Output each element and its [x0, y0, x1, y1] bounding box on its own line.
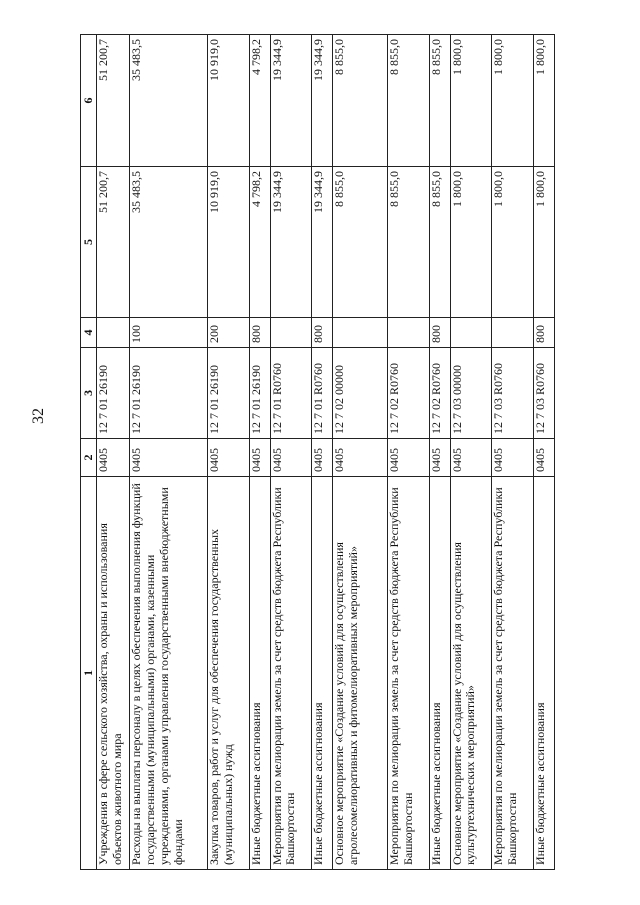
section-code-cell: 0405 [130, 439, 208, 477]
table-row [333, 35, 388, 870]
amount-cell: 4 798,2 [249, 35, 270, 167]
table-row [270, 35, 312, 870]
amount-cell: 8 855,0 [429, 35, 450, 167]
expense-type-cell: 800 [312, 318, 333, 348]
table-row [387, 35, 429, 870]
amount-cell: 8 855,0 [429, 167, 450, 318]
amount-cell: 19 344,9 [270, 167, 312, 318]
amount-cell: 8 855,0 [333, 167, 388, 318]
amount-cell: 51 200,7 [97, 167, 130, 318]
column-header: 2 [81, 439, 97, 477]
target-code-cell: 12 7 01 26190 [249, 348, 270, 439]
amount-cell: 19 344,9 [270, 35, 312, 167]
budget-table [80, 34, 555, 870]
target-code-cell: 12 7 03 R0760 [534, 348, 555, 439]
table-row [249, 35, 270, 870]
column-header: 6 [81, 35, 97, 167]
column-header: 3 [81, 348, 97, 439]
expense-type-cell [333, 318, 388, 348]
amount-cell: 1 800,0 [492, 35, 534, 167]
row-name-cell: Иные бюджетные ассигнования [429, 477, 450, 870]
table-row [429, 35, 450, 870]
amount-cell: 35 483,5 [130, 35, 208, 167]
row-name-cell: Закупка товаров, работ и услуг для обеспечения государственных (муниципальных) нужд [207, 477, 249, 870]
expense-type-cell [270, 318, 312, 348]
section-code-cell: 0405 [312, 439, 333, 477]
section-code-cell: 0405 [207, 439, 249, 477]
amount-cell: 1 800,0 [534, 35, 555, 167]
target-code-cell: 12 7 01 R0760 [270, 348, 312, 439]
page-number: 32 [30, 408, 47, 424]
section-code-cell: 0405 [333, 439, 388, 477]
section-code-cell: 0405 [249, 439, 270, 477]
amount-cell: 4 798,2 [249, 167, 270, 318]
amount-cell: 8 855,0 [387, 167, 429, 318]
expense-type-cell [450, 318, 492, 348]
expense-type-cell: 800 [429, 318, 450, 348]
target-code-cell: 12 7 01 26190 [207, 348, 249, 439]
row-name-cell: Иные бюджетные ассигнования [534, 477, 555, 870]
section-code-cell: 0405 [534, 439, 555, 477]
target-code-cell: 12 7 03 R0760 [492, 348, 534, 439]
column-header: 1 [81, 477, 97, 870]
section-code-cell: 0405 [270, 439, 312, 477]
table-row [450, 35, 492, 870]
row-name-cell: Иные бюджетные ассигнования [312, 477, 333, 870]
row-name-cell: Мероприятия по мелиорации земель за счет средств бюджета Республики Башкортостан [387, 477, 429, 870]
section-code-cell: 0405 [429, 439, 450, 477]
section-code-cell: 0405 [387, 439, 429, 477]
table-row [312, 35, 333, 870]
target-code-cell: 12 7 03 00000 [450, 348, 492, 439]
amount-cell: 1 800,0 [492, 167, 534, 318]
target-code-cell: 12 7 01 26190 [130, 348, 208, 439]
table-row [97, 35, 130, 870]
expense-type-cell: 200 [207, 318, 249, 348]
amount-cell: 1 800,0 [450, 167, 492, 318]
budget-table-sheet [80, 35, 555, 870]
expense-type-cell [492, 318, 534, 348]
amount-cell: 1 800,0 [450, 35, 492, 167]
target-code-cell: 12 7 01 26190 [97, 348, 130, 439]
table-row [534, 35, 555, 870]
row-name-cell: Расходы на выплаты персоналу в целях обеспечения выполнения функций государственными (муниципальными) органами, казенными учреждениями, органами управления государственными внебюджетными фондами [130, 477, 208, 870]
section-code-cell: 0405 [492, 439, 534, 477]
amount-cell: 8 855,0 [333, 35, 388, 167]
row-name-cell: Мероприятия по мелиорации земель за счет средств бюджета Республики Башкортостан [270, 477, 312, 870]
column-header: 5 [81, 167, 97, 318]
section-code-cell: 0405 [450, 439, 492, 477]
expense-type-cell: 100 [130, 318, 208, 348]
amount-cell: 8 855,0 [387, 35, 429, 167]
column-header: 4 [81, 318, 97, 348]
amount-cell: 51 200,7 [97, 35, 130, 167]
row-name-cell: Мероприятия по мелиорации земель за счет средств бюджета Республики Башкортостан [492, 477, 534, 870]
row-name-cell: Основное мероприятие «Создание условий для осуществления культуртехнических мероприятий» [450, 477, 492, 870]
target-code-cell: 12 7 02 00000 [333, 348, 388, 439]
amount-cell: 19 344,9 [312, 35, 333, 167]
table-row [492, 35, 534, 870]
target-code-cell: 12 7 02 R0760 [429, 348, 450, 439]
row-name-cell: Учреждения в сфере сельского хозяйства, охраны и использования объектов животного мира [97, 477, 130, 870]
expense-type-cell [97, 318, 130, 348]
table-row [130, 35, 208, 870]
target-code-cell: 12 7 02 R0760 [387, 348, 429, 439]
row-name-cell: Иные бюджетные ассигнования [249, 477, 270, 870]
row-name-cell: Основное мероприятие «Создание условий для осуществления агролесомелиоративных и фитомелиоративных мероприятий» [333, 477, 388, 870]
table-row [207, 35, 249, 870]
expense-type-cell: 800 [249, 318, 270, 348]
amount-cell: 1 800,0 [534, 167, 555, 318]
amount-cell: 19 344,9 [312, 167, 333, 318]
amount-cell: 10 919,0 [207, 35, 249, 167]
section-code-cell: 0405 [97, 439, 130, 477]
amount-cell: 10 919,0 [207, 167, 249, 318]
table-header-row [81, 35, 97, 870]
amount-cell: 35 483,5 [130, 167, 208, 318]
target-code-cell: 12 7 01 R0760 [312, 348, 333, 439]
expense-type-cell [387, 318, 429, 348]
expense-type-cell: 800 [534, 318, 555, 348]
